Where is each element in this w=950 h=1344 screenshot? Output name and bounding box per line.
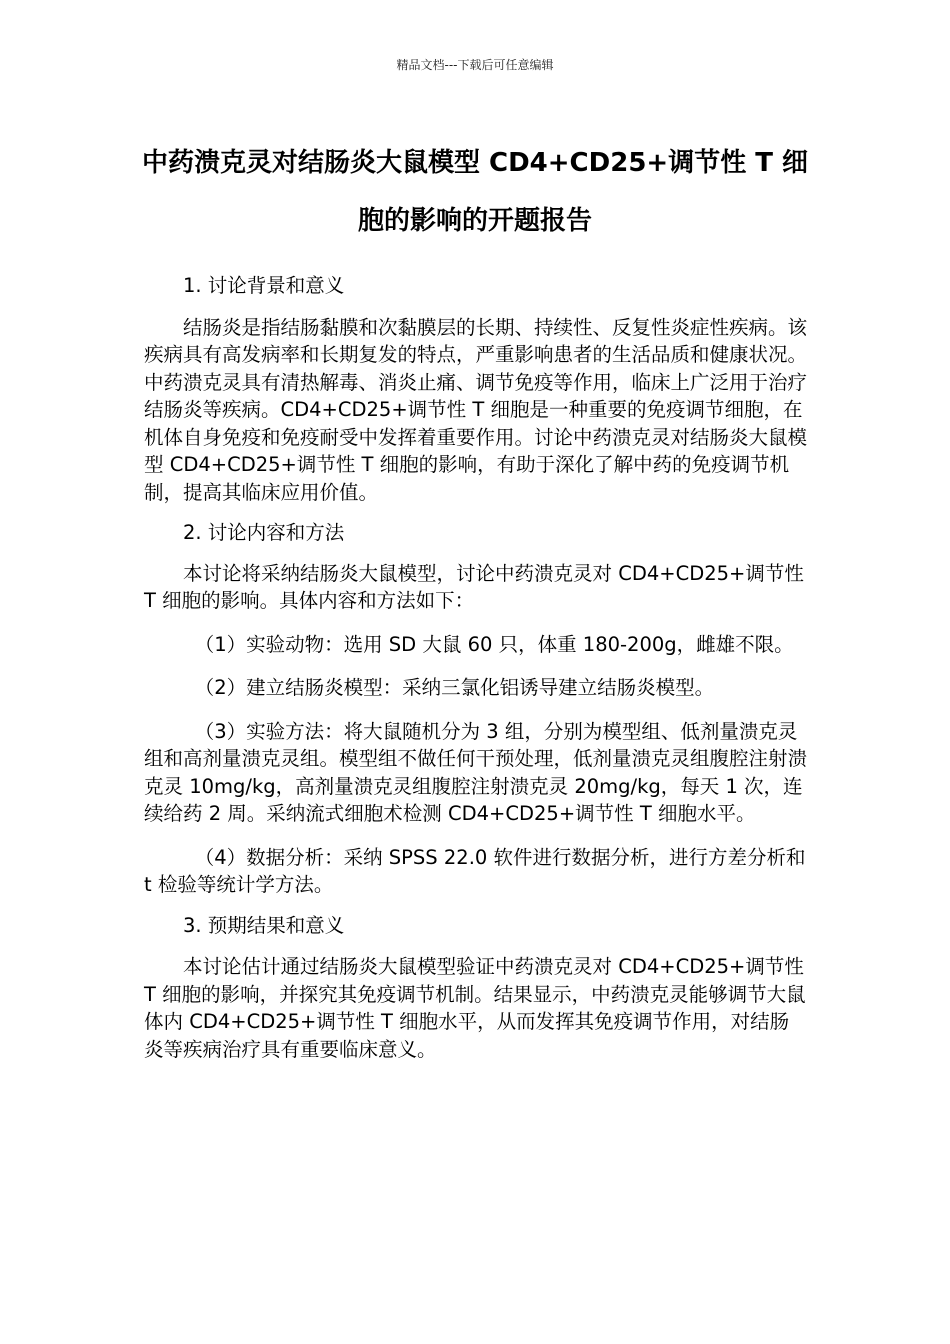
- paragraph: 本讨论将采纳结肠炎大鼠模型，讨论中药溃克灵对 CD4+CD25+调节性 T 细胞的影响。具体内容和方法如下：: [144, 561, 804, 612]
- header-note: 精品文档---下载后可任意编辑: [396, 58, 554, 72]
- section-heading: 2. 讨论内容和方法: [183, 521, 345, 544]
- list-item: （1）实验动物：选用 SD 大鼠 60 只，体重 180-200g，雌雄不限。: [194, 632, 794, 656]
- list-item: （3）实验方法：将大鼠随机分为 3 组，分别为模型组、低剂量溃克灵组和高剂量溃克灵组。模型组不做任何干预处理，低剂量溃克灵组腹腔注射溃克灵 10mg/kg，高剂量溃克灵组腹腔注射溃克灵 20mg/kg，每天 1 次，连续给药 2 周。采纳流式细胞术检测 CD4+CD25+调节性 T 细胞水平。: [144, 719, 808, 825]
- list-item: （4）数据分析：采纳 SPSS 22.0 软件进行数据分析，进行方差分析和 t 检验等统计学方法。: [144, 845, 806, 896]
- section-heading: 1. 讨论背景和意义: [183, 274, 345, 297]
- paragraph: 本讨论估计通过结肠炎大鼠模型验证中药溃克灵对 CD4+CD25+调节性 T 细胞的影响，并探究其免疫调节机制。结果显示，中药溃克灵能够调节大鼠体内 CD4+CD25+调节性 T 细胞水平，从而发挥其免疫调节作用，对结肠炎等疾病治疗具有重要临床意义。: [144, 955, 806, 1061]
- document-title: 中药溃克灵对结肠炎大鼠模型 CD4+CD25+调节性 T 细胞的影响的开题报告: [141, 148, 809, 236]
- section-heading: 3. 预期结果和意义: [183, 913, 345, 937]
- document-body: [144, 272, 807, 1063]
- list-item: （2）建立结肠炎模型：采纳三氯化铝诱导建立结肠炎模型。: [194, 676, 715, 699]
- paragraph: 结肠炎是指结肠黏膜和次黏膜层的长期、持续性、反复性炎症性疾病。该疾病具有高发病率和长期复发的特点，严重影响患者的生活品质和健康状况。中药溃克灵具有清热解毒、消炎止痛、调节免疫等作用，临床上广泛用于治疗结肠炎等疾病。CD4+CD25+调节性 T 细胞是一种重要的免疫调节细胞，在机体自身免疫和免疫耐受中发挥着重要作用。讨论中药溃克灵对结肠炎大鼠模型 CD4+CD25+调节性 T 细胞的影响，有助于深化了解中药的免疫调节机制，提高其临床应用价值。: [144, 315, 808, 504]
